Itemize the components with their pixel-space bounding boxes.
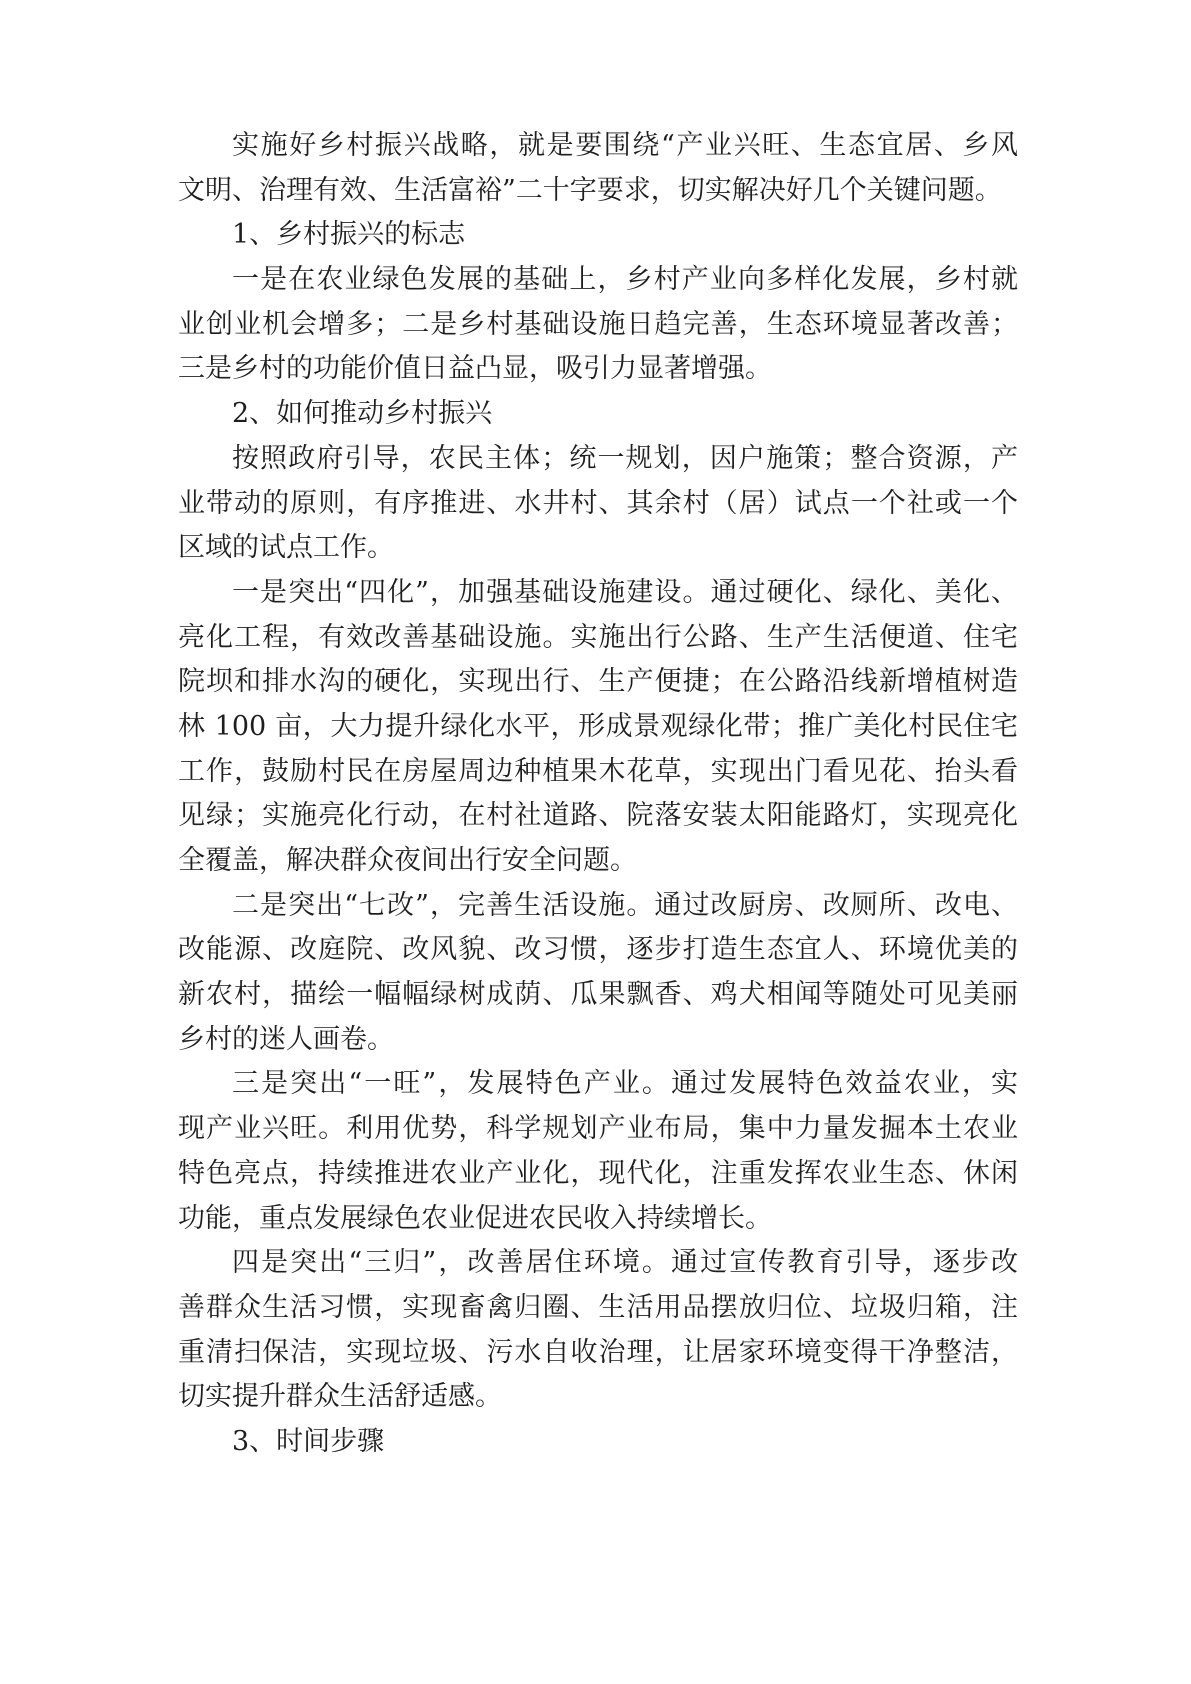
- text-line: 一是在农业绿色发展的基础上，乡村产业向多样化发展，乡村就: [232, 264, 1018, 296]
- text-line: 一是突出“四化”，加强基础设施建设。通过硬化、绿化、美化、: [232, 576, 1018, 608]
- text-line: 改能源、改庭院、改风貌、改习惯，逐步打造生态宜人、环境优美的: [178, 934, 1018, 966]
- text-line: 四是突出“三归”，改善居住环境。通过宣传教育引导，逐步改: [232, 1247, 1018, 1279]
- text-line: 乡村的迷人画卷。: [178, 1023, 394, 1055]
- text-line: 区域的试点工作。: [178, 532, 394, 564]
- text-line: 亮化工程，有效改善基础设施。实施出行公路、生产生活便道、住宅: [178, 621, 1018, 653]
- text-line: 3、时间步骤: [232, 1425, 385, 1457]
- text-line: 现产业兴旺。利用优势，科学规划产业布局，集中力量发掘本土农业: [178, 1113, 1018, 1145]
- text-line: 新农村，描绘一幅幅绿树成荫、瓜果飘香、鸡犬相闻等随处可见美丽: [178, 979, 1018, 1011]
- text-line: 业带动的原则，有序推进、水井村、其余村（居）试点一个社或一个: [178, 487, 1018, 519]
- text-line: 重清扫保洁，实现垃圾、污水自收治理，让居家环境变得干净整洁，: [178, 1336, 1018, 1368]
- text-line: 文明、治理有效、生活富裕”二十字要求，切实解决好几个关键问题。: [178, 174, 1002, 206]
- text-line: 工作，鼓励村民在房屋周边种植果木花草，实现出门看见花、抬头看: [178, 755, 1018, 787]
- text-line: 见绿；实施亮化行动，在村社道路、院落安装太阳能路灯，实现亮化: [178, 800, 1018, 832]
- text-line: 按照政府引导，农民主体；统一规划，因户施策；整合资源，产: [232, 442, 1018, 474]
- text-line: 业创业机会增多；二是乡村基础设施日趋完善，生态环境显著改善；: [178, 308, 1018, 340]
- text-line: 切实提升群众生活舒适感。: [178, 1381, 502, 1413]
- text-line: 三是乡村的功能价值日益凸显，吸引力显著增强。: [178, 353, 772, 385]
- document-page: [178, 124, 1018, 1465]
- text-line: 实施好乡村振兴战略，就是要围绕“产业兴旺、生态宜居、乡风: [232, 130, 1018, 161]
- text-line: 全覆盖，解决群众夜间出行安全问题。: [178, 845, 637, 876]
- text-line: 功能，重点发展绿色农业促进农民收入持续增长。: [178, 1202, 772, 1234]
- text-line: 二是突出“七改”，完善生活设施。通过改厨房、改厕所、改电、: [232, 889, 1018, 921]
- text-line: 院坝和排水沟的硬化，实现出行、生产便捷；在公路沿线新增植树造: [178, 666, 1018, 698]
- text-line: 特色亮点，持续推进农业产业化，现代化，注重发挥农业生态、休闲: [178, 1157, 1018, 1189]
- text-line: 林 100 亩，大力提升绿化水平，形成景观绿化带；推广美化村民住宅: [178, 710, 1018, 742]
- text-line: 三是突出“一旺”，发展特色产业。通过发展特色效益农业，实: [232, 1068, 1018, 1100]
- text-line: 1、乡村振兴的标志: [232, 219, 466, 251]
- text-line: 2、如何推动乡村振兴: [232, 398, 493, 430]
- text-line: 善群众生活习惯，实现畜禽归圈、生活用品摆放归位、垃圾归箱，注: [178, 1291, 1018, 1323]
